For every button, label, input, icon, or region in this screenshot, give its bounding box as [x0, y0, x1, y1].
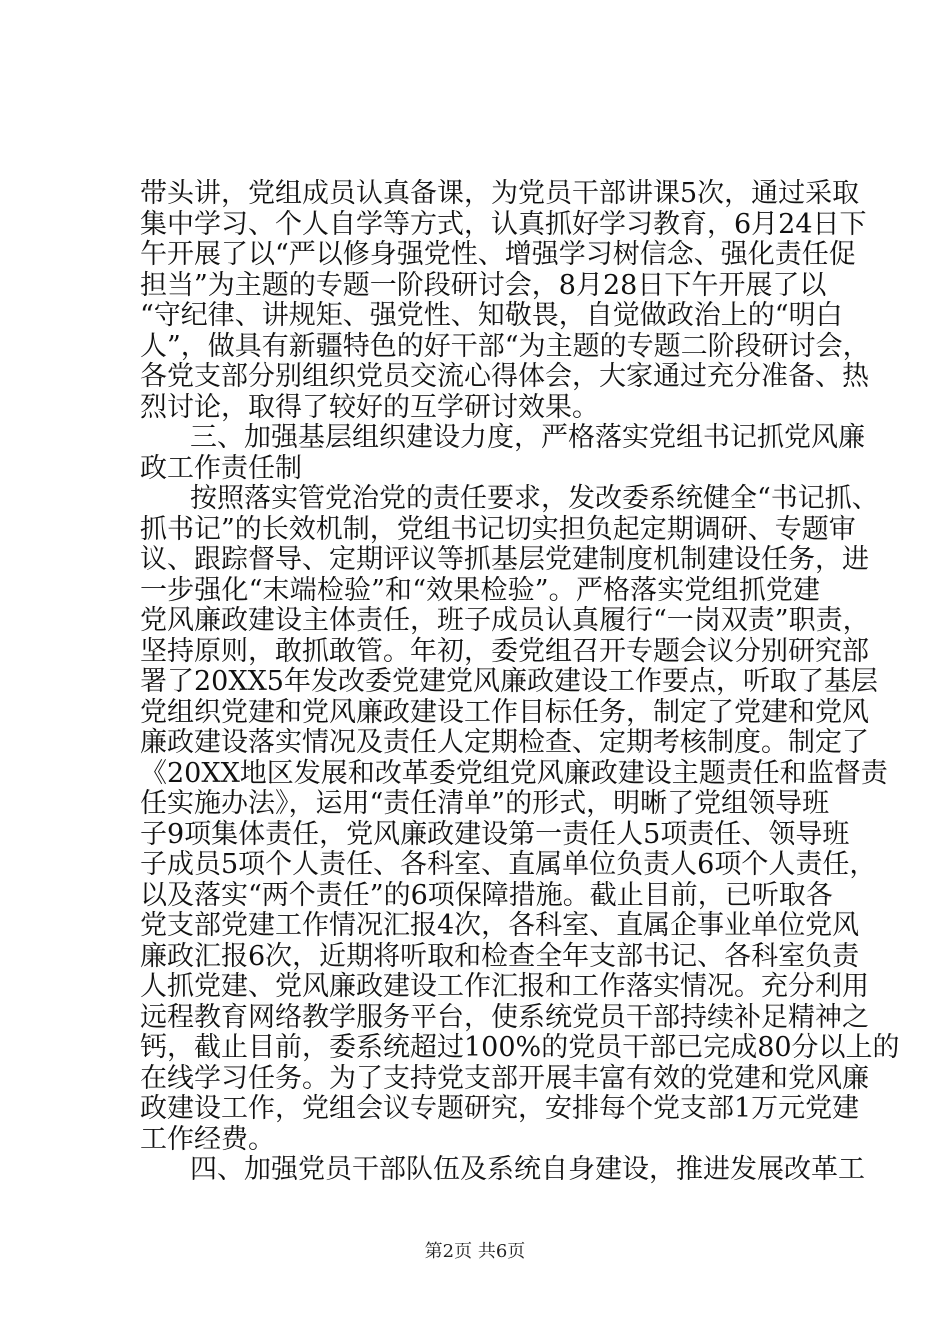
text-line: 烈讨论，取得了较好的互学研讨效果。 [140, 392, 599, 423]
text-line: 任实施办法》，运用“责任清单”的形式，明晰了党组领导班 [140, 788, 830, 819]
text-line: 《20XX地区发展和改革委党组党风廉政建设主题责任和监督责 [140, 758, 888, 789]
text-line: 党风廉政建设主体责任，班子成员认真履行“一岗双责”职责， [140, 605, 870, 636]
text-line: “守纪律、讲规矩、强党性、知敬畏，自觉做政治上的“明白 [140, 300, 843, 331]
text-line: 以及落实“两个责任”的6项保障措施。截止目前，已听取各 [140, 880, 833, 911]
text-line: 议、跟踪督导、定期评议等抓基层党建制度机制建设任务，进 [140, 544, 869, 575]
text-line: 四、加强党员干部队伍及系统自身建设，推进发展改革工 [190, 1154, 865, 1185]
text-line: 人”，做具有新疆特色的好干部“为主题的专题二阶段研讨会， [140, 331, 870, 362]
text-line: 子9项集体责任，党风廉政建设第一责任人5项责任、领导班 [140, 819, 850, 850]
text-line: 人抓党建、党风廉政建设工作汇报和工作落实情况。充分利用 [140, 971, 869, 1002]
text-line: 担当”为主题的专题一阶段研讨会，8月28日下午开展了以 [140, 270, 827, 301]
text-line: 子成员5项个人责任、各科室、直属单位负责人6项个人责任， [140, 849, 877, 880]
text-line: 一步强化“末端检验”和“效果检验”。严格落实党组抓党建 [140, 575, 820, 606]
text-line: 远程教育网络教学服务平台，使系统党员干部持续补足精神之 [140, 1002, 869, 1033]
text-line: 集中学习、个人自学等方式，认真抓好学习教育，6月24日下 [140, 209, 867, 240]
text-line: 党组织党建和党风廉政建设工作目标任务，制定了党建和党风 [140, 697, 869, 728]
text-line: 带头讲，党组成员认真备课，为党员干部讲课5次，通过采取 [140, 178, 860, 209]
text-line: 廉政建设落实情况及责任人定期检查、定期考核制度。制定了 [140, 727, 869, 758]
page-footer: 第2页 共6页 [424, 1241, 526, 1262]
section-heading-continued: 政工作责任制 [140, 453, 302, 484]
text-line: 工作经费。 [140, 1124, 275, 1155]
text-line: 政建设工作，党组会议专题研究，安排每个党支部1万元党建 [140, 1093, 860, 1124]
text-line: 午开展了以“严以修身强党性、增强学习树信念、强化责任促 [140, 239, 856, 270]
text-line: 廉政汇报6次，近期将听取和检查全年支部书记、各科室负责 [140, 941, 860, 972]
text-line: 在线学习任务。为了支持党支部开展丰富有效的党建和党风廉 [140, 1063, 869, 1094]
text-line: 抓书记”的长效机制，党组书记切实担负起定期调研、专题审 [140, 514, 856, 545]
text-line: 党支部党建工作情况汇报4次，各科室、直属企事业单位党风 [140, 910, 860, 941]
text-line: 按照落实管党治党的责任要求，发改委系统健全“书记抓、 [190, 483, 879, 514]
text-line: 署了20XX5年发改委党建党风廉政建设工作要点，听取了基层 [140, 666, 878, 697]
section-heading: 三、加强基层组织建设力度，严格落实党组书记抓党风廉 [190, 422, 865, 453]
text-line: 各党支部分别组织党员交流心得体会，大家通过充分准备、热 [140, 361, 869, 392]
text-line: 坚持原则，敢抓敢管。年初，委党组召开专题会议分别研究部 [140, 636, 869, 667]
text-line: 钙，截止目前，委系统超过100%的党员干部已完成80分以上的 [140, 1032, 900, 1063]
